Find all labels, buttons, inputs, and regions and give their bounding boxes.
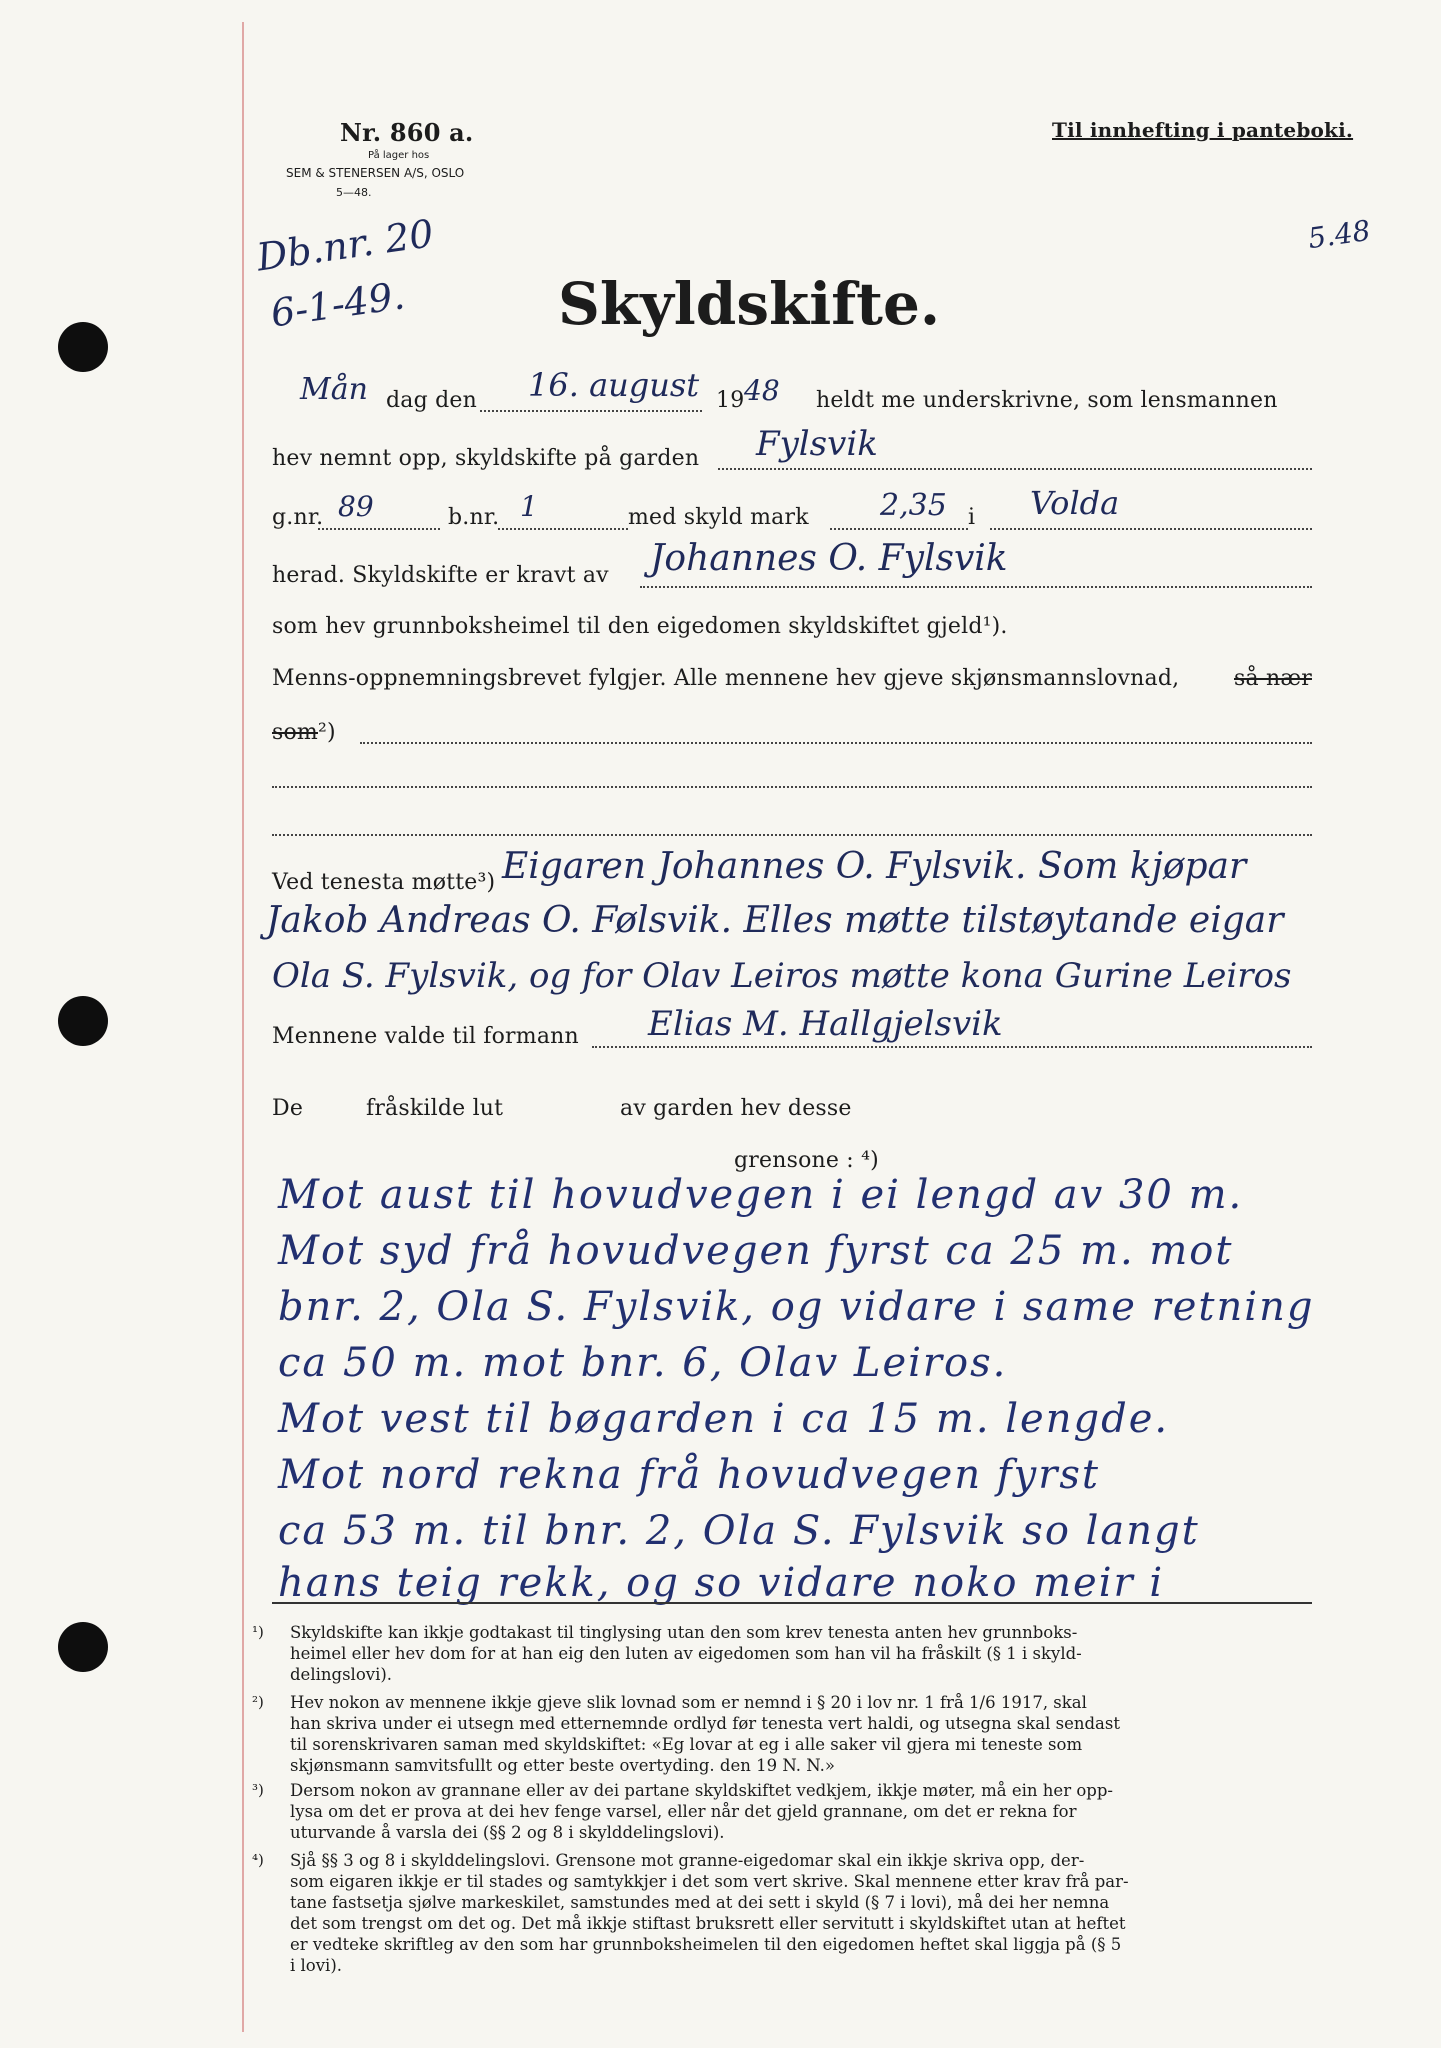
boundary-intro-2: fråskilde lut	[366, 1096, 504, 1121]
stock-line-2: SEM & STENERSEN A/S, OSLO	[286, 166, 465, 180]
attendance-label: Ved tenesta møtte³)	[272, 870, 496, 895]
footnote-line: Skyldskifte kan ikkje godtakast til tinglysing utan den som krev tenesta anten hev grunnboks-	[290, 1623, 1078, 1642]
attendance-hand-3: Ola S. Fylsvik, og for Olav Leiros møtte kona Gurine Leiros	[272, 956, 1292, 996]
page-title: Skyldskifte.	[558, 270, 941, 338]
line4-text: herad. Skyldskifte er kravt av	[272, 563, 609, 588]
requester-fill-line	[640, 586, 1312, 588]
footnote-line: Sjå §§ 3 og 8 i skylddelingslovi. Grensone mot granne-eigedomar skal ein ikkje skriva opp, der-	[290, 1851, 1085, 1870]
footnote-3	[252, 1780, 1320, 1843]
footnote-line: Dersom nokon av grannane eller av dei partane skyldskiftet vedkjem, ikkje møter, må ein her opp-	[290, 1781, 1113, 1800]
footnote-line: er vedteke skriftleg av den som har grunnboksheimelen til den eigedomen heftet skal liggja på (§ 5	[290, 1935, 1122, 1954]
line5-text: som hev grunnboksheimel til den eigedomen skyldskiftet gjeld¹).	[272, 614, 1008, 639]
top-right-note: Til innhefting i panteboki.	[1052, 118, 1354, 142]
line7-struck-text: som	[272, 720, 318, 745]
bnr-value: 1	[520, 490, 538, 523]
punch-hole-middle	[58, 996, 108, 1046]
boundary-line: Mot syd frå hovudvegen fyrst ca 25 m. mot	[278, 1228, 1234, 1274]
footnote-number: ²)	[252, 1693, 264, 1711]
day-handwritten: Mån	[300, 372, 368, 407]
line2-text: hev nemnt opp, skyldskifte på garden	[272, 446, 700, 471]
herad-i-label: i	[968, 505, 976, 530]
herad-fill-line	[990, 528, 1312, 530]
boundary-line: ca 50 m. mot bnr. 6, Olav Leiros.	[278, 1340, 1008, 1386]
footnote-line: skjønsmann samvitsfullt og etter beste overtyding. den 19 N. N.»	[290, 1756, 835, 1775]
boundary-intro-3: av garden hev desse	[620, 1096, 852, 1121]
chairman-label: Mennene valde til formann	[272, 1024, 579, 1049]
boundary-intro-4: grensone : ⁴)	[734, 1148, 879, 1173]
footnote-line: uturvande å varsla dei (§§ 2 og 8 i skylddelingslovi).	[290, 1823, 725, 1842]
herad-name: Volda	[1030, 484, 1120, 522]
boundary-line: bnr. 2, Ola S. Fylsvik, og vidare i same retning	[278, 1284, 1315, 1330]
boundary-line: Mot nord rekna frå hovudvegen fyrst	[278, 1452, 1100, 1498]
line6-text: Menns-oppnemningsbrevet fylgjer. Alle mennene hev gjeve skjønsmannslovnad,	[272, 666, 1180, 691]
attendance-hand-2: Jakob Andreas O. Følsvik. Elles møtte tilstøytande eigar	[266, 900, 1284, 941]
gnr-value: 89	[338, 490, 374, 523]
blank-line-2	[272, 786, 1312, 788]
footnote-4	[252, 1850, 1320, 1976]
requester-name: Johannes O. Fylsvik	[650, 538, 1008, 579]
footnote-2	[252, 1692, 1320, 1776]
boundary-line: Mot aust til hovudvegen i ei lengd av 30 m.	[278, 1172, 1244, 1218]
farm-name: Fylsvik	[756, 424, 878, 464]
chairman-fill-line	[592, 1046, 1312, 1048]
footnote-line: tane fastsetja sjølve markeskilet, samstundes med at dei sett i skyld (§ 7 i lovi), må dei her nemna	[290, 1893, 1110, 1912]
margin-line	[242, 22, 244, 2032]
farm-fill-line	[718, 468, 1312, 470]
footnote-1	[252, 1622, 1320, 1685]
punch-hole-bottom	[58, 1622, 108, 1672]
footnote-line: i lovi).	[290, 1956, 343, 1975]
footnote-number: ¹)	[252, 1623, 264, 1641]
footnote-line: heimel eller hev dom for at han eig den luten av eigedomen som han vil ha fråskilt (§ 1 i skyld-	[290, 1644, 1082, 1663]
footnote-number: ³)	[252, 1781, 264, 1799]
blank-line-3	[272, 834, 1312, 836]
footnote-line: som eigaren ikkje er til stades og samtykkjer i det som vert skrive. Skal mennene etter krav frå par-	[290, 1872, 1129, 1891]
stock-line-1: På lager hos	[368, 150, 430, 161]
gnr-label: g.nr.	[272, 505, 324, 530]
corner-note: 5.48	[1306, 213, 1373, 256]
year-handwritten: 48	[744, 374, 780, 407]
attendance-hand-1: Eigaren Johannes O. Fylsvik. Som kjøpar	[502, 846, 1247, 887]
stock-line-3: 5—48.	[336, 186, 372, 199]
boundary-line: ca 53 m. til bnr. 2, Ola S. Fylsvik so langt	[278, 1508, 1200, 1554]
footnote-line: han skriva under ei utsegn med etternemnde ordlyd før tenesta vert haldi, og utsegna skal sendast	[290, 1714, 1120, 1733]
bnr-fill-line	[498, 528, 628, 530]
footnote-divider	[272, 1602, 1312, 1604]
year-prefix: 19	[716, 388, 745, 413]
line7-text	[272, 720, 336, 745]
footnote-line: lysa om det er prova at dei hev fenge varsel, eller når det gjeld grannane, om det er rekna for	[290, 1802, 1077, 1821]
gnr-fill-line	[318, 528, 440, 530]
boundary-intro-1: De	[272, 1096, 304, 1121]
date-fill-line	[480, 410, 702, 412]
line1-text-a: dag den	[386, 388, 477, 413]
registration-note-2: 6-1-49.	[268, 273, 408, 336]
footnote-line: til sorenskrivaren saman med skyldskiftet: «Eg lovar at eg i alle saker vil gjera mi teneste som	[290, 1735, 1083, 1754]
skyld-label: med skyld mark	[628, 505, 809, 530]
form-number: Nr. 860 a.	[340, 118, 474, 147]
chairman-name: Elias M. Hallgjelsvik	[648, 1004, 1003, 1044]
footnote-number: ⁴)	[252, 1851, 264, 1869]
skyld-value: 2,35	[880, 488, 947, 523]
date-handwritten: 16. august	[528, 366, 700, 404]
bnr-label: b.nr.	[448, 505, 500, 530]
footnote-line: det som trengst om det og. Det må ikkje stiftast bruksrett eller servitutt i skyldskiftet utan at heftet	[290, 1914, 1126, 1933]
skyld-fill-line	[830, 528, 968, 530]
line1-text-b: heldt me underskrivne, som lensmannen	[816, 388, 1278, 413]
footnote-line: delingslovi).	[290, 1665, 393, 1684]
boundary-line: Mot vest til bøgarden i ca 15 m. lengde.	[278, 1396, 1170, 1442]
punch-hole-top	[58, 322, 108, 372]
blank-line-1	[360, 742, 1312, 744]
footnote-line: Hev nokon av mennene ikkje gjeve slik lovnad som er nemnd i § 20 i lov nr. 1 frå 1/6 1917, skal	[290, 1693, 1087, 1712]
line6-struck-text: så nær	[1234, 666, 1312, 691]
boundary-line: hans teig rekk, og so vidare noko meir i	[278, 1560, 1165, 1606]
line7-suffix: ²)	[318, 720, 336, 745]
registration-note-1: Db.nr. 20	[254, 211, 437, 280]
